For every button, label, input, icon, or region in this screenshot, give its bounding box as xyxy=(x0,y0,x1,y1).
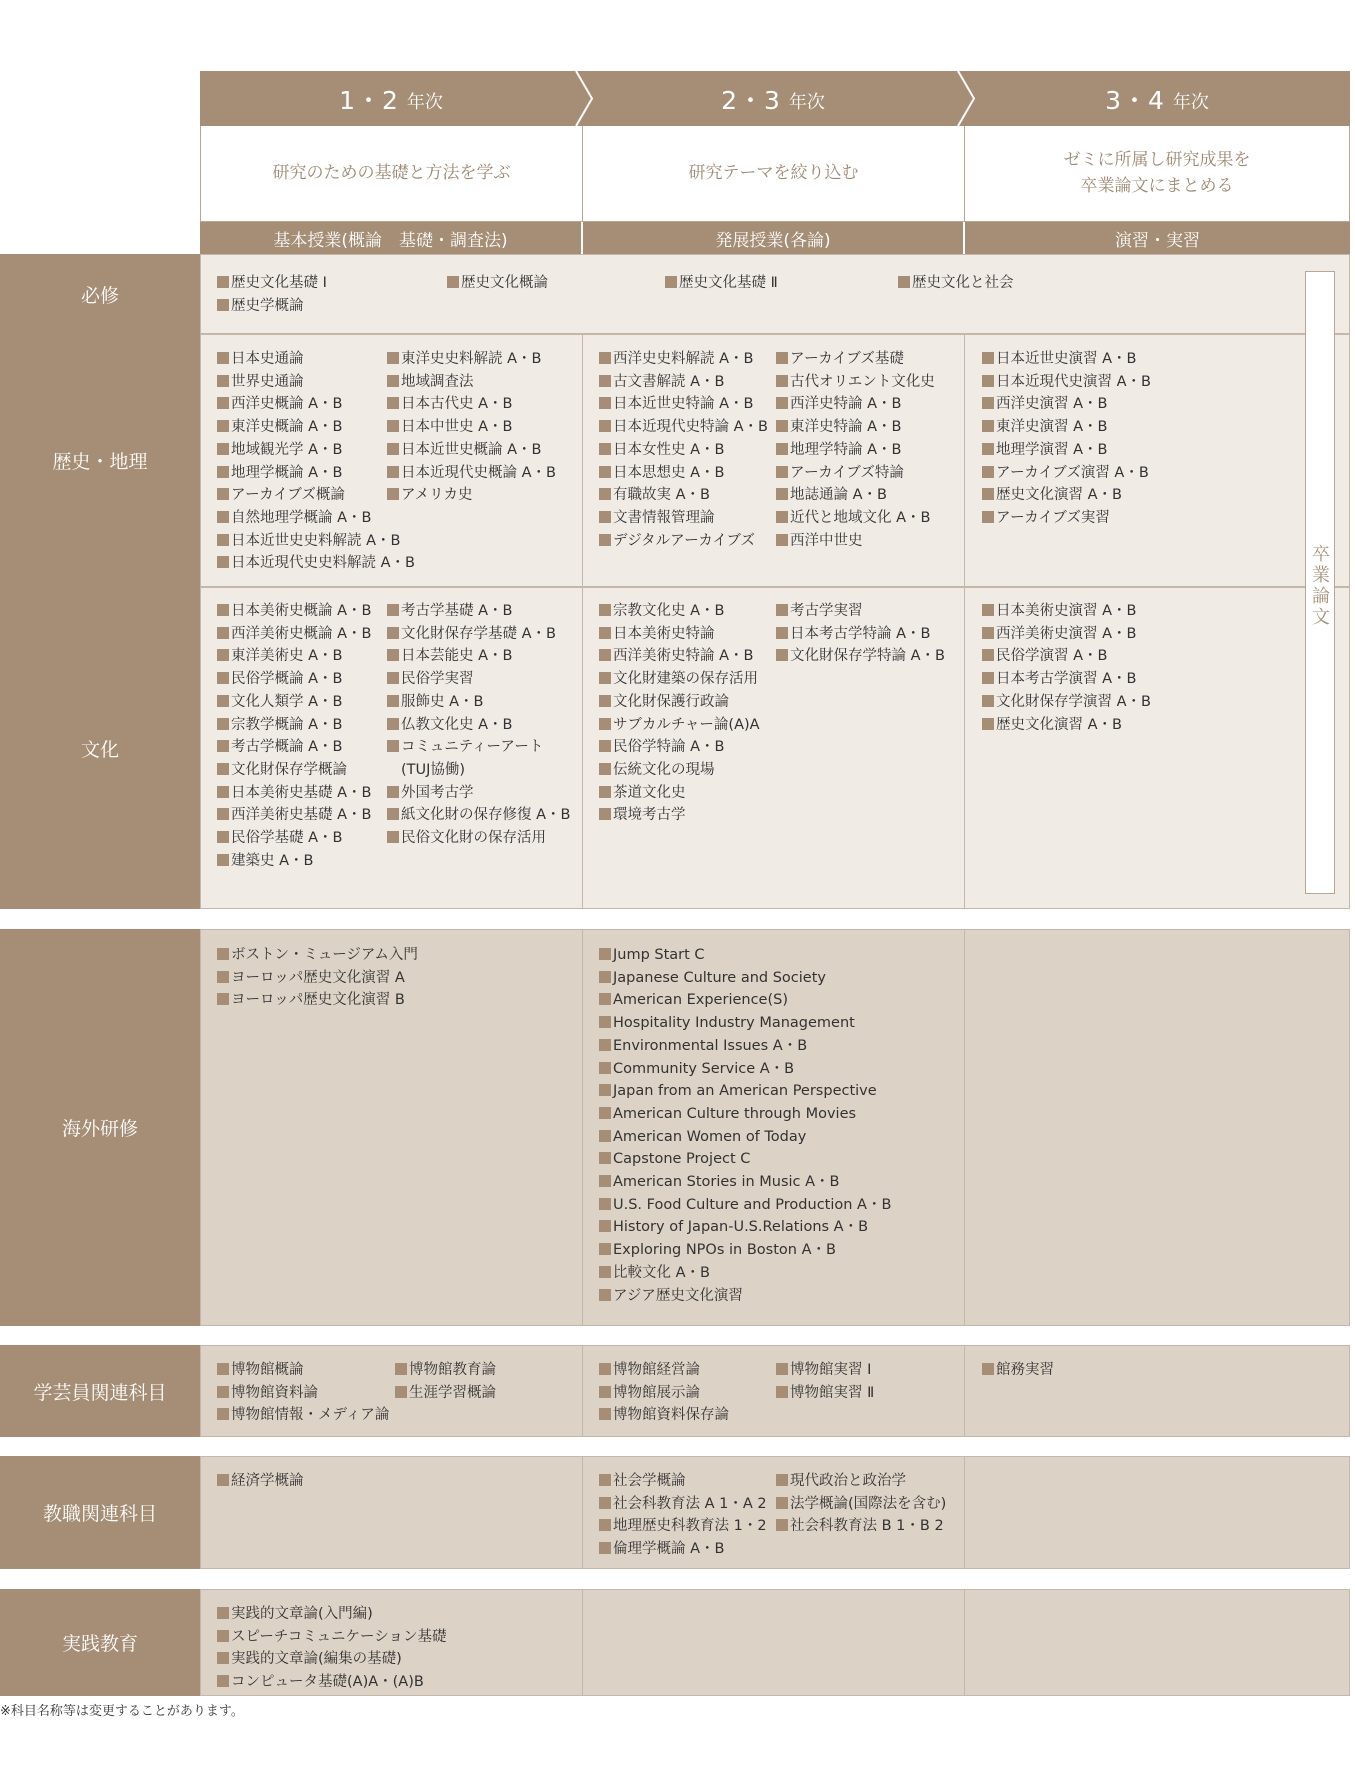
course-item: ヨーロッパ歴史文化演習 A xyxy=(217,967,418,990)
culture-list-2b xyxy=(776,600,945,668)
course-item: 地理歴史科教育法 1・2 xyxy=(599,1515,767,1538)
teaching-list-2b xyxy=(776,1470,946,1538)
course-item: 日本美術史概論 A・B xyxy=(217,600,371,623)
course-item: 民俗学実習 xyxy=(387,668,570,691)
course-item: Japanese Culture and Society xyxy=(599,967,891,990)
course-item: 伝統文化の現場 xyxy=(599,759,760,782)
course-item: Capstone Project C xyxy=(599,1148,891,1171)
course-item: 日本考古学特論 A・B xyxy=(776,623,945,646)
practice-cell-2 xyxy=(582,1589,965,1696)
course-item: 日本美術史演習 A・B xyxy=(982,600,1151,623)
course-item: 実践的文章論(入門編) xyxy=(217,1603,446,1626)
course-item: 実践的文章論(編集の基礎) xyxy=(217,1648,446,1671)
course-item: 紙文化財の保存修復 A・B xyxy=(387,804,570,827)
course-item: 倫理学概論 A・B xyxy=(599,1538,767,1561)
chevron-right-icon xyxy=(956,71,976,126)
year-header-3 xyxy=(964,71,1350,126)
year-description-1: 研究のための基礎と方法を学ぶ xyxy=(200,126,583,222)
course-item: 日本美術史基礎 A・B xyxy=(217,782,371,805)
history-list-2a xyxy=(599,348,768,552)
course-item: 歴史文化基礎 Ⅰ xyxy=(217,272,327,295)
course-item: 有職故実 A・B xyxy=(599,484,768,507)
course-item: アジア歴史文化演習 xyxy=(599,1285,891,1308)
course-item: 近代と地域文化 A・B xyxy=(776,507,935,530)
year-number: 2・3 xyxy=(721,85,781,115)
graduation-thesis-label: 卒業論文 xyxy=(1312,544,1330,628)
row-label-practice: 実践教育 xyxy=(0,1589,200,1696)
history-list-1a xyxy=(217,348,415,575)
course-item: 歴史文化演習 A・B xyxy=(982,484,1151,507)
course-item: 東洋史特論 A・B xyxy=(776,416,935,439)
teaching-list-1 xyxy=(217,1470,304,1493)
course-item: 法学概論(国際法を含む) xyxy=(776,1493,946,1516)
course-item: 外国考古学 xyxy=(387,782,570,805)
course-item: 西洋中世史 xyxy=(776,530,935,553)
year-description-2: 研究テーマを絞り込む xyxy=(582,126,965,222)
course-item: 西洋史史料解読 A・B xyxy=(599,348,768,371)
course-item: Japan from an American Perspective xyxy=(599,1080,891,1103)
curator-list-2a xyxy=(599,1359,729,1427)
course-item: 日本近世史特論 A・B xyxy=(599,393,768,416)
curator-list-3 xyxy=(982,1359,1054,1382)
course-item: 西洋史特論 A・B xyxy=(776,393,935,416)
course-item: 東洋史史料解読 A・B xyxy=(387,348,556,371)
row-label-teaching: 教職関連科目 xyxy=(0,1456,200,1569)
course-item: 博物館資料論 xyxy=(217,1382,389,1405)
course-item: 民俗学演習 A・B xyxy=(982,645,1151,668)
year-number: 3・4 xyxy=(1105,85,1165,115)
course-item: 文化財保存学基礎 A・B xyxy=(387,623,570,646)
course-item: American Women of Today xyxy=(599,1126,891,1149)
course-item: Hospitality Industry Management xyxy=(599,1012,891,1035)
row-label-history: 歴史・地理 xyxy=(0,334,200,587)
course-item: 文化財建築の保存活用 xyxy=(599,668,760,691)
course-item: 博物館概論 xyxy=(217,1359,389,1382)
course-item: 社会科教育法 B 1・B 2 xyxy=(776,1515,946,1538)
course-item: 日本近現代史特論 A・B xyxy=(599,416,768,439)
course-item: 西洋美術史概論 A・B xyxy=(217,623,371,646)
course-item: 地理学概論 A・B xyxy=(217,462,415,485)
course-item: 古代オリエント文化史 xyxy=(776,371,935,394)
course-item: 東洋史演習 A・B xyxy=(982,416,1151,439)
course-item: 西洋美術史基礎 A・B xyxy=(217,804,371,827)
culture-list-3 xyxy=(982,600,1151,736)
course-item: U.S. Food Culture and Production A・B xyxy=(599,1194,891,1217)
required-list-3 xyxy=(665,272,778,295)
course-item: Community Service A・B xyxy=(599,1058,891,1081)
course-item: 東洋美術史 A・B xyxy=(217,645,371,668)
course-item: 社会科教育法 A 1・A 2 xyxy=(599,1493,767,1516)
course-item: Jump Start C xyxy=(599,944,891,967)
course-item: 地理学演習 A・B xyxy=(982,439,1151,462)
history-list-1b xyxy=(387,348,556,507)
course-item: 日本近世史史料解読 A・B xyxy=(217,530,415,553)
abroad-list-2 xyxy=(599,944,891,1307)
abroad-list-1 xyxy=(217,944,418,1012)
course-type-2: 発展授業(各論) xyxy=(583,222,963,254)
course-item: 仏教文化史 A・B xyxy=(387,714,570,737)
curator-list-1a xyxy=(217,1359,389,1427)
course-item: 歴史文化演習 A・B xyxy=(982,714,1151,737)
year-description-3: ゼミに所属し研究成果を 卒業論文にまとめる xyxy=(964,126,1350,222)
course-item: スピーチコミュニケーション基礎 xyxy=(217,1626,446,1649)
course-item: ヨーロッパ歴史文化演習 B xyxy=(217,989,418,1012)
course-item: 文化財保存学概論 xyxy=(217,759,371,782)
abroad-cell-3 xyxy=(964,929,1350,1326)
history-list-3 xyxy=(982,348,1151,530)
course-item: 日本美術史特論 xyxy=(599,623,760,646)
course-item: 地域調査法 xyxy=(387,371,556,394)
course-item: コミュニティーアート xyxy=(387,736,570,759)
course-item: 建築史 A・B xyxy=(217,850,371,873)
course-type-3: 演習・実習 xyxy=(965,222,1350,254)
course-item: アーカイブズ実習 xyxy=(982,507,1151,530)
course-item: 茶道文化史 xyxy=(599,782,760,805)
course-item: アーカイブズ特論 xyxy=(776,462,935,485)
teaching-cell-3 xyxy=(964,1456,1350,1569)
course-item: 日本近現代史演習 A・B xyxy=(982,371,1151,394)
chevron-right-icon xyxy=(574,71,594,126)
course-item: 東洋史概論 A・B xyxy=(217,416,415,439)
course-item: 生涯学習概論 xyxy=(395,1382,496,1405)
course-item: 考古学実習 xyxy=(776,600,945,623)
culture-list-1a xyxy=(217,600,371,872)
course-item: 民俗学概論 A・B xyxy=(217,668,371,691)
teaching-list-2a xyxy=(599,1470,767,1561)
year-header-1 xyxy=(200,71,582,126)
year-header-2 xyxy=(582,71,964,126)
course-item: 考古学基礎 A・B xyxy=(387,600,570,623)
course-item: デジタルアーカイブズ xyxy=(599,530,768,553)
course-item: 考古学概論 A・B xyxy=(217,736,371,759)
course-item: アーカイブズ概論 xyxy=(217,484,415,507)
course-item: アメリカ史 xyxy=(387,484,556,507)
course-item: アーカイブズ基礎 xyxy=(776,348,935,371)
course-item: American Culture through Movies xyxy=(599,1103,891,1126)
course-item: アーカイブズ演習 A・B xyxy=(982,462,1151,485)
practice-list-1 xyxy=(217,1603,446,1694)
practice-cell-3 xyxy=(964,1589,1350,1696)
course-item: 文化人類学 A・B xyxy=(217,691,371,714)
course-item: 西洋美術史演習 A・B xyxy=(982,623,1151,646)
course-item: 歴史文化基礎 Ⅱ xyxy=(665,272,778,295)
course-item: 宗教学概論 A・B xyxy=(217,714,371,737)
course-item: 館務実習 xyxy=(982,1359,1054,1382)
required-list-1 xyxy=(217,272,327,317)
course-item: 日本近現代史史料解読 A・B xyxy=(217,552,415,575)
course-item: 歴史文化と社会 xyxy=(898,272,1014,295)
course-item: 日本近世史演習 A・B xyxy=(982,348,1151,371)
row-label-culture: 文化 xyxy=(0,587,200,909)
history-list-2b xyxy=(776,348,935,552)
course-item: 比較文化 A・B xyxy=(599,1262,891,1285)
course-item: 文化財保護行政論 xyxy=(599,691,760,714)
course-item: ボストン・ミュージアム入門 xyxy=(217,944,418,967)
course-item: 社会学概論 xyxy=(599,1470,767,1493)
course-item: 服飾史 A・B xyxy=(387,691,570,714)
footnote: ※科目名称等は変更することがあります。 xyxy=(0,1704,244,1719)
course-item: 地理学特論 A・B xyxy=(776,439,935,462)
course-item: American Experience(S) xyxy=(599,989,891,1012)
course-item: 博物館展示論 xyxy=(599,1382,729,1405)
year-suffix: 年次 xyxy=(406,91,443,113)
row-label-abroad: 海外研修 xyxy=(0,929,200,1326)
course-item: 博物館資料保存論 xyxy=(599,1404,729,1427)
course-item: 文書情報管理論 xyxy=(599,507,768,530)
course-item: 博物館実習 Ⅰ xyxy=(776,1359,874,1382)
course-item: 宗教文化史 A・B xyxy=(599,600,760,623)
course-type-1: 基本授業(概論 基礎・調査法) xyxy=(200,222,581,254)
course-item: 地誌通論 A・B xyxy=(776,484,935,507)
year-number: 1・2 xyxy=(339,85,399,115)
row-label-curator: 学芸員関連科目 xyxy=(0,1345,200,1437)
course-item: 日本芸能史 A・B xyxy=(387,645,570,668)
culture-list-1b xyxy=(387,600,570,850)
required-list-4 xyxy=(898,272,1014,295)
course-item: 日本女性史 A・B xyxy=(599,439,768,462)
course-item: 日本考古学演習 A・B xyxy=(982,668,1151,691)
course-item: 民俗学基礎 A・B xyxy=(217,827,371,850)
course-item: 博物館教育論 xyxy=(395,1359,496,1382)
course-item: 環境考古学 xyxy=(599,804,760,827)
course-item: 文化財保存学演習 A・B xyxy=(982,691,1151,714)
course-item: 日本近現代史概論 A・B xyxy=(387,462,556,485)
year-suffix: 年次 xyxy=(1172,91,1209,113)
course-item: American Stories in Music A・B xyxy=(599,1171,891,1194)
course-item: サブカルチャー論(A)A xyxy=(599,714,760,737)
course-item: Exploring NPOs in Boston A・B xyxy=(599,1239,891,1262)
course-item: 民俗文化財の保存活用 xyxy=(387,827,570,850)
course-item: 文化財保存学特論 A・B xyxy=(776,645,945,668)
course-item: 日本近世史概論 A・B xyxy=(387,439,556,462)
course-item: 日本中世史 A・B xyxy=(387,416,556,439)
required-list-2 xyxy=(447,272,548,295)
course-item: 日本史通論 xyxy=(217,348,415,371)
course-item: 自然地理学概論 A・B xyxy=(217,507,415,530)
course-item: 民俗学特論 A・B xyxy=(599,736,760,759)
course-item-continuation: (TUJ協働) xyxy=(401,761,466,778)
course-item: 現代政治と政治学 xyxy=(776,1470,946,1493)
course-item: 西洋史演習 A・B xyxy=(982,393,1151,416)
culture-list-2a xyxy=(599,600,760,827)
course-item: 博物館情報・メディア論 xyxy=(217,1404,389,1427)
course-item: 歴史文化概論 xyxy=(447,272,548,295)
year-suffix: 年次 xyxy=(788,91,825,113)
course-item: 古文書解読 A・B xyxy=(599,371,768,394)
course-item: 歴史学概論 xyxy=(217,295,327,318)
course-item: 日本古代史 A・B xyxy=(387,393,556,416)
course-item: Environmental Issues A・B xyxy=(599,1035,891,1058)
course-item: 博物館実習 Ⅱ xyxy=(776,1382,874,1405)
course-item: 経済学概論 xyxy=(217,1470,304,1493)
course-item: 世界史通論 xyxy=(217,371,415,394)
course-item: 西洋美術史特論 A・B xyxy=(599,645,760,668)
course-item: History of Japan-U.S.Relations A・B xyxy=(599,1216,891,1239)
course-item: 地域観光学 A・B xyxy=(217,439,415,462)
course-item: 日本思想史 A・B xyxy=(599,462,768,485)
course-item: 博物館経営論 xyxy=(599,1359,729,1382)
course-item: 西洋史概論 A・B xyxy=(217,393,415,416)
curator-list-2b xyxy=(776,1359,874,1404)
row-label-required: 必修 xyxy=(0,254,200,334)
course-item: コンピュータ基礎(A)A・(A)B xyxy=(217,1671,446,1694)
curator-list-1b xyxy=(395,1359,496,1404)
